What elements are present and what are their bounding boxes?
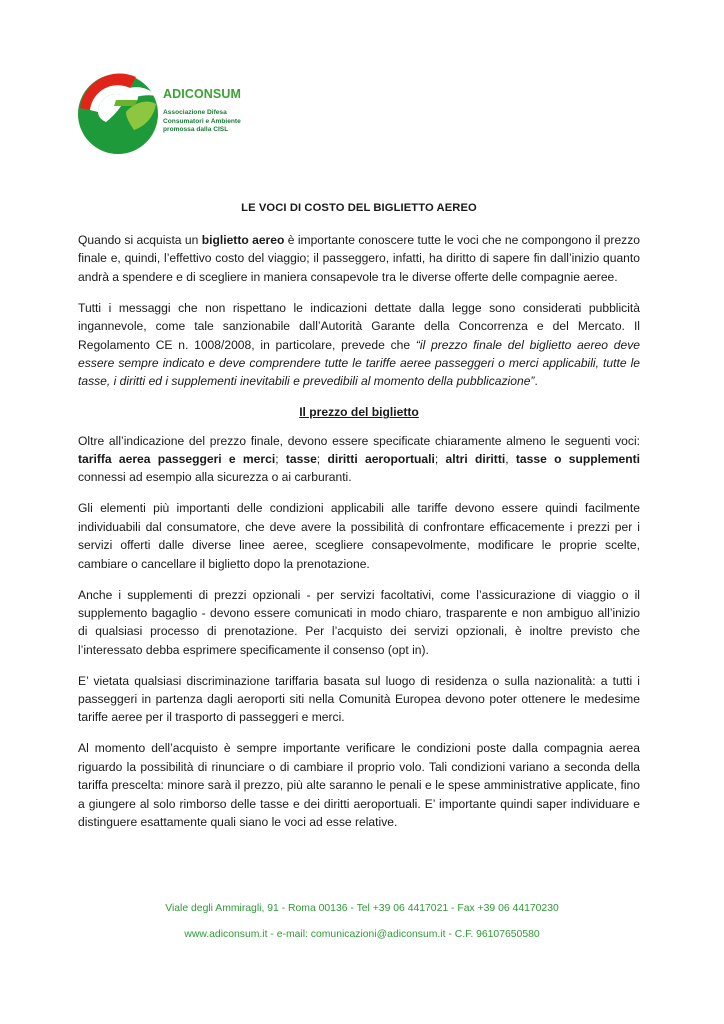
text-run: ; (275, 452, 286, 467)
bold-term: biglietto aereo (201, 233, 285, 247)
text-run: . (534, 374, 538, 389)
text-run: Quando si acquista un (78, 233, 202, 247)
text-run: ; (434, 452, 446, 467)
section-heading: Il prezzo del biglietto (299, 405, 419, 420)
paragraph-price-items (78, 432, 640, 487)
adiconsum-emblem-icon (76, 70, 160, 158)
text-run: Tutti i messaggi che non rispettano le indicazioni dettate dalla legge sono considerati pubblicità ingannevole, come tale sanzionabile dall’Autorità Garante della Concorrenza e del Mercato. Il Regolamento CE n. 1008/2008, in particolare, prevede che (78, 300, 640, 352)
footer-contacts: www.adiconsum.it - e-mail: comunicazioni@adiconsum.it - C.F. 96107650580 (184, 929, 540, 940)
footer-address: Viale degli Ammiragli, 91 - Roma 00136 - Tel +39 06 4417021 - Fax +39 06 44170230 (165, 903, 559, 914)
bold-term: altri diritti (445, 452, 506, 467)
text-run: connessi ad esempio alla sicurezza o ai carburanti. (78, 470, 352, 485)
text-run: Oltre all’indicazione del prezzo finale, devono essere specificate chiaramente almeno le seguenti voci: (78, 433, 640, 448)
bold-term: tasse (285, 452, 317, 467)
paragraph-supplements: Anche i supplementi di prezzi opzionali - per servizi facoltativi, come l’assicurazione di viaggio o il supplemento bagaglio - devono essere comunicati in modo chiaro, trasparente e non ambiguo all’inizio di qualsiasi processo di prenotazione. Per l’acquisto dei servizi opzionali, è inoltre previsto che l’interessato debba esprimere specificamente il consenso (opt in). (78, 587, 640, 657)
brand-tagline (163, 109, 241, 135)
bold-term: tariffa aerea passeggeri e merci (78, 452, 276, 467)
brand-tagline-line: Associazione Difesa (163, 109, 227, 116)
text-run: è importante conoscere tutte le voci che ne compongono il prezzo finale e, quindi, l’effettivo costo del viaggio; il passeggero, infatti, ha diritto di sapere fin dall’inizio quanto andrà a spendere e di scegliere in maniera consapevole tra le diverse offerte delle compagnie aeree. (78, 233, 641, 284)
paragraph-discrimination: E’ vietata qualsiasi discriminazione tariffaria basata sul luogo di residenza o sulla nazionalità: a tutti i passeggeri in partenza dagli aeroporti siti nella Comunità Europea devono poter ottenere le medesime tariffe aeree per il trasporto di passeggeri e merci. (78, 673, 640, 725)
text-run: , (505, 452, 516, 467)
text-run: ; (316, 452, 328, 467)
brand-tagline-line: Consumatori e Ambiente (163, 117, 241, 125)
brand-name: ADICONSUM (163, 87, 241, 101)
document-title: LE VOCI DI COSTO DEL BIGLIETTO AEREO (241, 202, 477, 214)
adiconsum-logo (76, 70, 266, 158)
paragraph-regulation (78, 299, 640, 391)
regulation-quote: “il prezzo finale del biglietto aereo deve essere sempre indicato e deve comprendere tutte le tariffe aeree passeggeri o merci applicabili, tutte le tasse, i diritti ed i supplementi inevitabili e prevedibili al momento della pubblicazione” (78, 337, 640, 389)
paragraph-purchase: Al momento dell’acquisto è sempre importante verificare le condizioni poste dalla compagnia aerea riguardo la possibilità di rinunciare o di cambiare il proprio volo. Tali condizioni variano a seconda della tariffa prescelta: minore sarà il prezzo, più alte saranno le penali e le spese amministrative applicate, fino a giungere al solo rimborso delle tasse e dei diritti aeroportuali. E’ importante quindi saper individuare e distinguere esattamente quali siano le voci ad esse relative. (78, 741, 640, 829)
paragraph-intro (78, 231, 640, 286)
bold-term: tasse o supplementi (515, 452, 640, 467)
document-body (78, 231, 640, 844)
paragraph-conditions: Gli elementi più importanti delle condizioni applicabili alle tariffe devono essere quindi facilmente individuabili dal consumatore, che deve avere la possibilità di confrontare efficacemente i prezzi per i servizi offerti dalle diverse linee aeree, scegliere consapevolmente, modificare le proprie scelte, cambiare o cancellare il biglietto dopo la prenotazione. (78, 501, 640, 571)
brand-tagline-line: promossa dalla CISL (163, 126, 229, 134)
bold-term: diritti aeroportuali (327, 452, 435, 467)
